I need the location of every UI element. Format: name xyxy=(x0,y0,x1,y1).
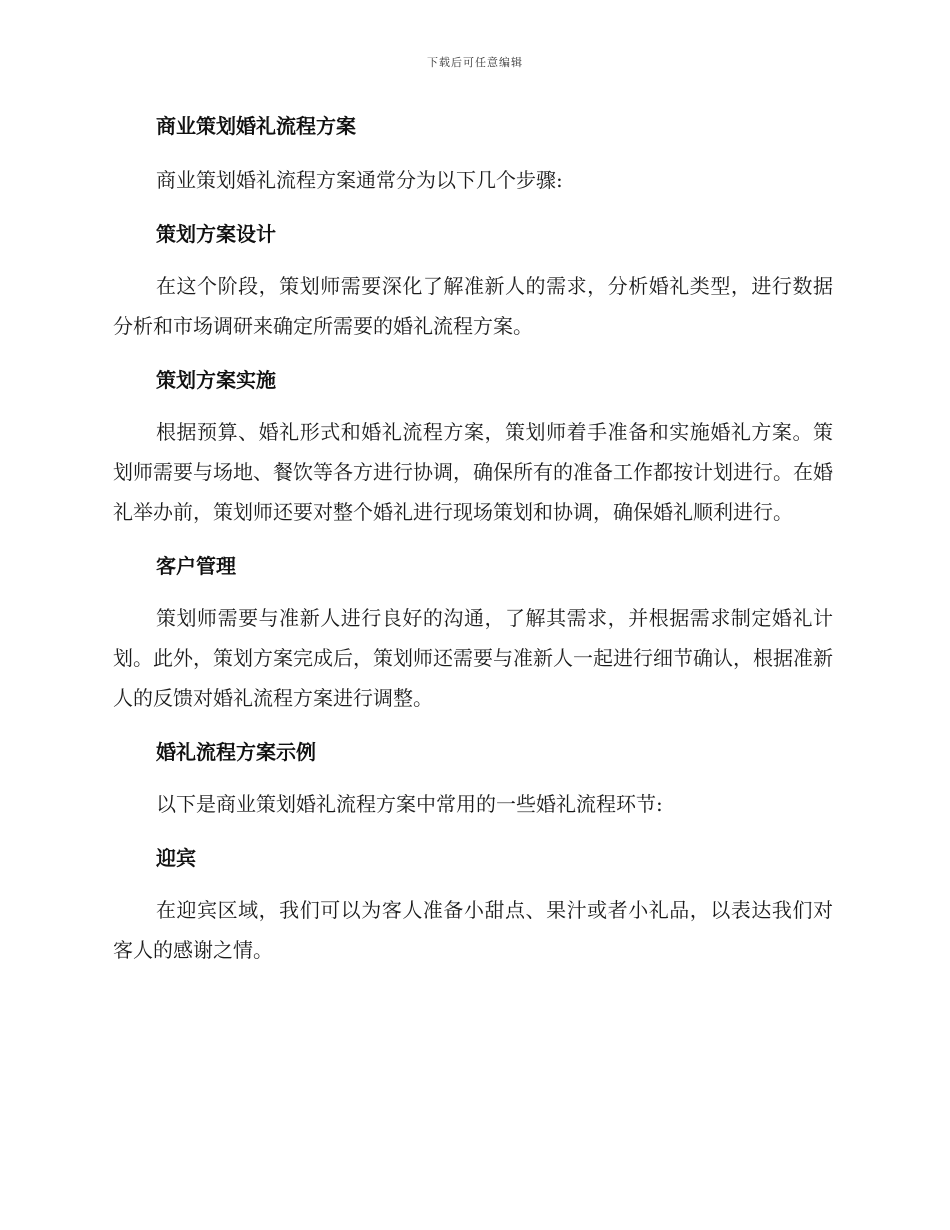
document-body xyxy=(113,108,833,970)
section-text-implementation: 根据预算、婚礼形式和婚礼流程方案，策划师着手准备和实施婚礼方案。策划师需要与场地、餐饮等各方进行协调，确保所有的准备工作都按计划进行。在婚礼举办前，策划师还要对整个婚礼进行现场策划和协调，确保婚礼顺利进行。 xyxy=(113,420,833,524)
section-heading-design: 策划方案设计 xyxy=(156,222,276,246)
header-note: 下载后可任意编辑 xyxy=(427,56,523,69)
section-heading-welcome: 迎宾 xyxy=(156,846,196,870)
document-title: 商业策划婚礼流程方案 xyxy=(156,114,356,138)
section-heading-example: 婚礼流程方案示例 xyxy=(156,740,316,764)
intro-paragraph: 商业策划婚礼流程方案通常分为以下几个步骤: xyxy=(156,168,563,192)
section-heading-implementation: 策划方案实施 xyxy=(156,368,276,392)
section-text-client-management: 策划师需要与准新人进行良好的沟通，了解其需求，并根据需求制定婚礼计划。此外，策划方案完成后，策划师还需要与准新人一起进行细节确认，根据准新人的反馈对婚礼流程方案进行调整。 xyxy=(113,606,833,710)
section-text-example: 以下是商业策划婚礼流程方案中常用的一些婚礼流程环节: xyxy=(156,792,663,816)
section-text-welcome: 在迎宾区域，我们可以为客人准备小甜点、果汁或者小礼品，以表达我们对客人的感谢之情。 xyxy=(113,898,833,962)
section-text-design: 在这个阶段，策划师需要深化了解准新人的需求，分析婚礼类型，进行数据分析和市场调研来确定所需要的婚礼流程方案。 xyxy=(113,274,833,338)
section-heading-client-management: 客户管理 xyxy=(156,554,236,578)
